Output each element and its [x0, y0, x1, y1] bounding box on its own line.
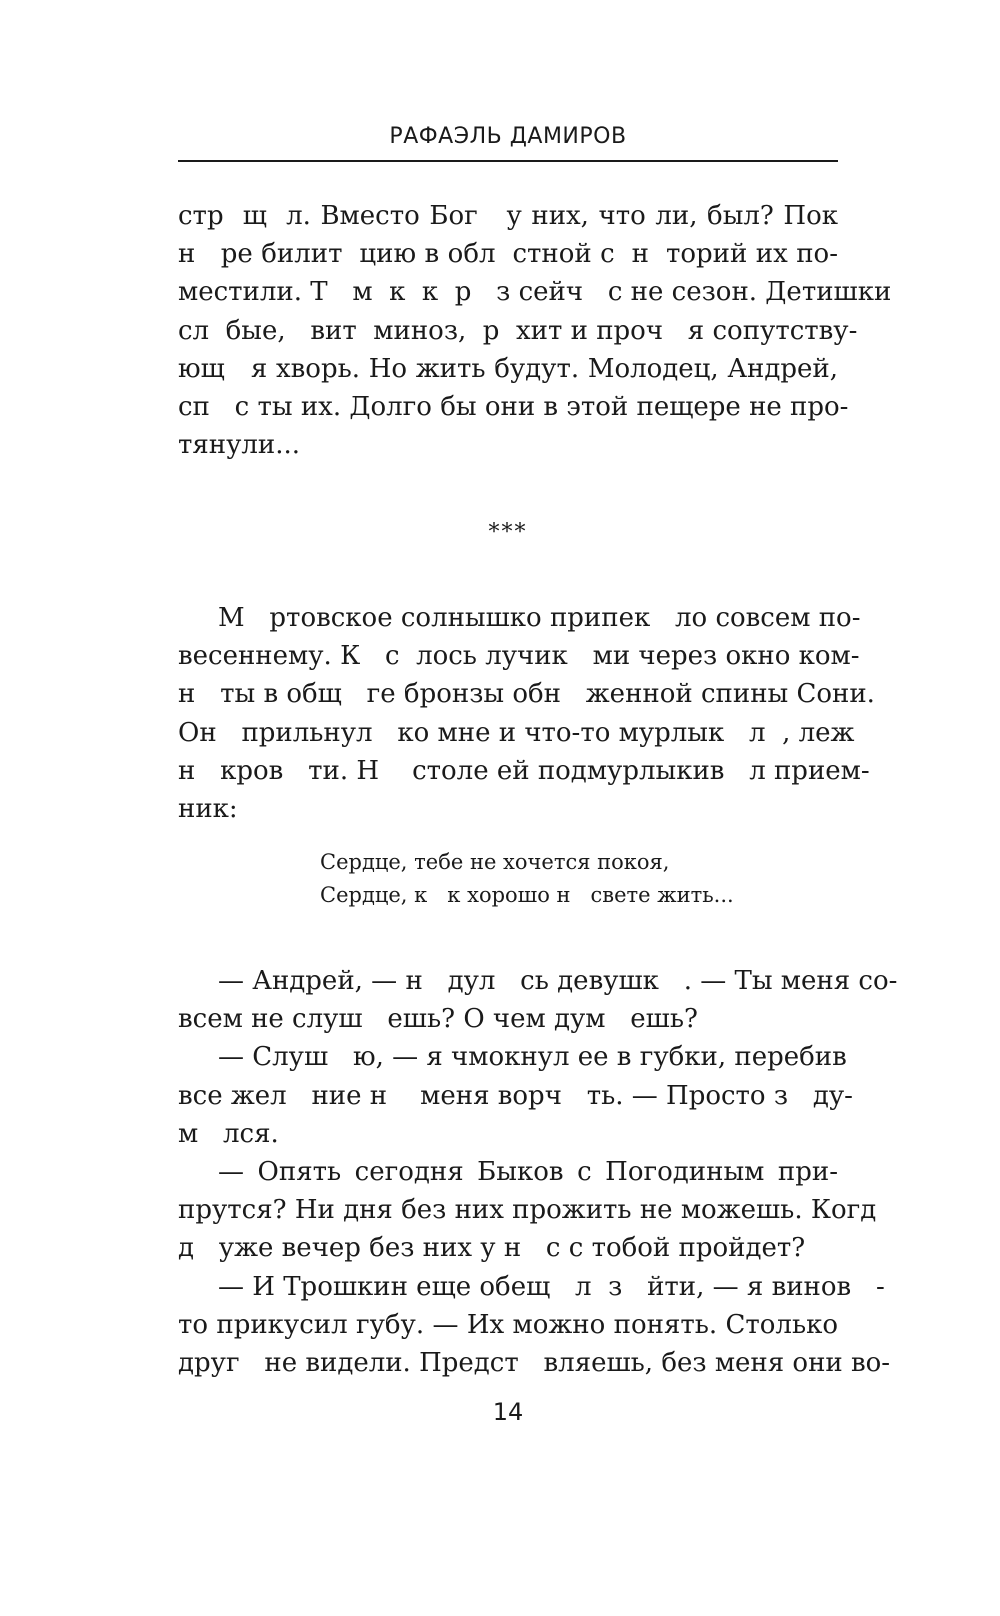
poem-quote: [320, 846, 734, 912]
text-line: то прикусил губу. — Их можно понять. Столько: [178, 1309, 838, 1340]
text-line: стр щ л. Вместо Бог у них, что ли, был? Пок: [178, 201, 838, 231]
paragraph-2: [178, 599, 875, 828]
text-line: н кров ти. Н столе ей подмурлыкив л прием-: [178, 755, 870, 786]
text-line: ющ я хворь. Но жить будут. Молодец, Андрей,: [178, 353, 838, 384]
dialogue-block: [178, 962, 898, 1382]
text-line: н ре билит цию в обл стной с н торий их по-: [178, 239, 838, 270]
text-line: все жел ние н меня ворч ть. — Просто з ду-: [178, 1080, 853, 1111]
text-line: — Андрей, — н дул сь девушк . — Ты меня со-: [218, 966, 898, 996]
text-line: М ртовское солнышко припек ло совсем по-: [218, 603, 861, 633]
text-line: сп с ты их. Долго бы они в этой пещере не про-: [178, 392, 849, 423]
text-line: — Опять сегодня Быков с Погодиным при-: [218, 1157, 838, 1188]
poem-line: Сердце, к к хорошо н свете жить...: [320, 883, 734, 907]
text-line: н ты в общ ге бронзы обн женной спины Сони.: [178, 679, 875, 710]
text-line: тянули...: [178, 430, 301, 461]
paragraph-1: [178, 197, 892, 464]
running-head-author: РАФАЭЛЬ ДАМИРОВ: [389, 124, 627, 149]
text-line: ник:: [178, 794, 238, 825]
text-line: весеннему. К с лось лучик ми через окно ком-: [178, 641, 860, 672]
text-line: — Слуш ю, — я чмокнул ее в губки, перебив: [218, 1042, 847, 1073]
text-line: сл бые, вит миноз, р хит и проч я сопутству-: [178, 315, 858, 346]
section-separator: ***: [488, 520, 528, 545]
text-line: — И Трошкин еще обещ л з йти, — я винов -: [218, 1271, 885, 1302]
page-number: 14: [492, 1398, 524, 1426]
text-line: местили. Т м к к р з сейч с не сезон. Детишки: [178, 277, 892, 308]
text-line: прутся? Ни дня без них прожить не можешь. Когд: [178, 1195, 877, 1226]
text-line: Он прильнул ко мне и что-то мурлык л , леж: [178, 717, 855, 748]
poem-line: Сердце, тебе не хочется покоя,: [320, 850, 670, 874]
text-line: друг не видели. Предст вляешь, без меня они во-: [178, 1348, 891, 1379]
text-line: д уже вечер без них у н с с тобой пройдет?: [178, 1233, 806, 1264]
text-line: м лся.: [178, 1118, 279, 1149]
header-rule: [178, 160, 838, 162]
text-line: всем не слуш ешь? О чем дум ешь?: [178, 1004, 698, 1035]
